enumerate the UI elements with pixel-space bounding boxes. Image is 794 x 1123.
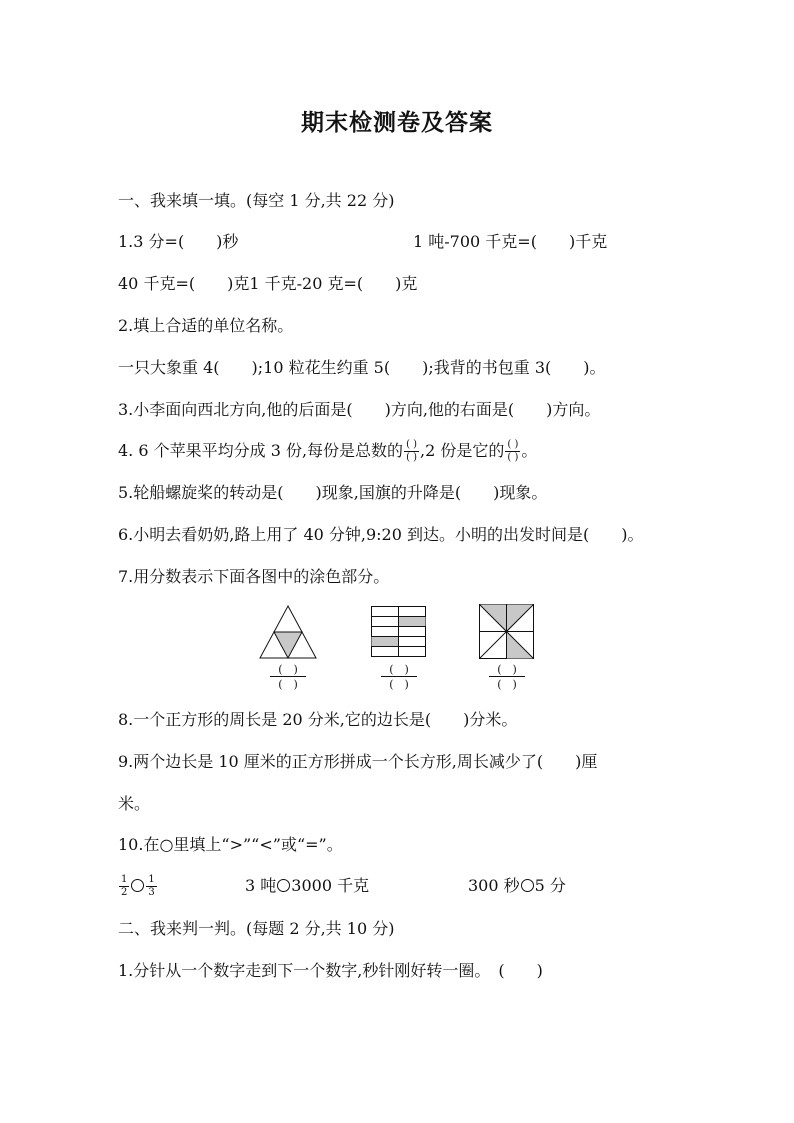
square-answer-num: ( ) [489,664,525,677]
grid-answer-fraction [381,664,417,690]
triangle-answer-num: ( ) [270,664,306,677]
q4-fraction-2-den: ( ) [507,452,519,463]
q10-fraction-1-num: 1 [121,874,128,885]
q4-fraction-1-den: ( ) [406,452,418,463]
q10-fraction-2 [146,875,156,898]
triangle-figure [258,604,318,660]
square-figure [479,604,535,660]
q10-fraction-2-num: 1 [148,874,155,885]
triangle-answer-fraction [270,664,306,690]
section2-heading: 二、我来判一判。(每题 2 分,共 10 分) [118,919,395,938]
q4-fraction-1 [404,440,419,463]
q2-prompt: 2.填上合适的单位名称。 [118,316,294,335]
q4-text-c: 。 [521,441,538,460]
q10-item3-right: 5 分 [534,876,566,895]
q1-a: 1.3 分=( )秒 [118,232,239,251]
q10-prompt-text: 10.在○里填上“>”“<”或“=”。 [118,835,343,854]
grid-figure [371,606,427,658]
q3: 3.小李面向西北方向,他的后面是( )方向,他的右面是( )方向。 [118,400,601,419]
q9-line2: 米。 [118,794,151,813]
compare-circle-1[interactable] [131,879,144,892]
page-title: 期末检测卷及答案 [301,110,493,136]
q10-prompt [118,834,343,856]
q4-fraction-2-num: ( ) [507,439,519,450]
compare-circle-3[interactable] [521,879,534,892]
compare-circle-2[interactable] [277,879,290,892]
square-answer-fraction [489,664,525,690]
q4-fraction-2 [505,440,520,463]
grid-answer-num: ( ) [381,664,417,677]
q9-line1: 9.两个边长是 10 厘米的正方形拼成一个长方形,周长减少了( )厘 [118,752,598,771]
q8: 8.一个正方形的周长是 20 分米,它的边长是( )分米。 [118,710,518,729]
q10-item3 [468,875,566,897]
q10-item2 [245,875,369,897]
q4-text-b: ,2 份是它的 [420,441,505,460]
section1-heading: 一、我来填一填。(每空 1 分,共 22 分) [118,191,395,210]
q1-b: 1 吨-700 千克=( )千克 [413,232,608,251]
q7-prompt: 7.用分数表示下面各图中的涂色部分。 [118,567,390,586]
q10-item3-left: 300 秒 [468,876,520,895]
q4-text-a: 4. 6 个苹果平均分成 3 份,每份是总数的 [118,441,404,460]
q4 [118,440,537,463]
grid-answer-den: ( ) [389,678,409,691]
q10-fraction-1 [119,875,129,898]
q5: 5.轮船螺旋桨的转动是( )现象,国旗的升降是( )现象。 [118,483,548,502]
q1-c: 40 千克=( )克1 千克-20 克=( )克 [118,274,418,293]
q4-fraction-1-num: ( ) [406,439,418,450]
q10-fraction-2-den: 3 [148,887,155,898]
q10-item2-right: 3000 千克 [291,876,370,895]
q10-item2-left: 3 吨 [245,876,277,895]
q10-item1 [118,873,158,899]
triangle-answer-den: ( ) [278,678,298,691]
q2-line: 一只大象重 4( );10 粒花生约重 5( );我背的书包重 3( )。 [118,358,606,377]
q10-fraction-1-den: 2 [121,887,128,898]
square-answer-den: ( ) [497,678,517,691]
section2-q1: 1.分针从一个数字走到下一个数字,秒针刚好转一圈。 ( ) [118,961,543,980]
q6: 6.小明去看奶奶,路上用了 40 分钟,9:20 到达。小明的出发时间是( )。 [118,525,644,544]
